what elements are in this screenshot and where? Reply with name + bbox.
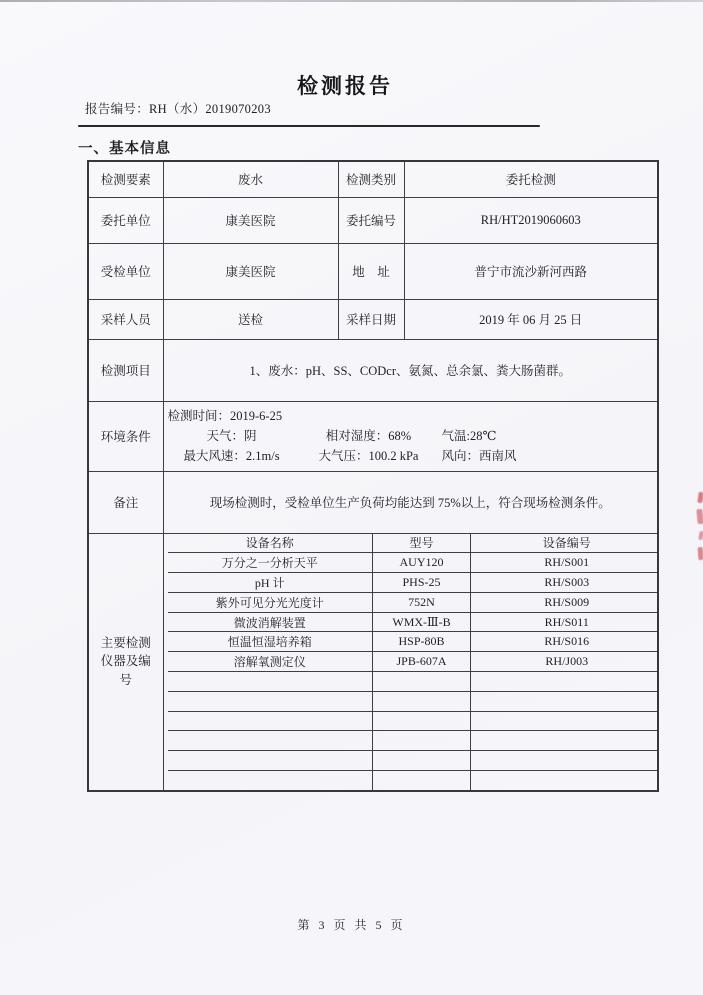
device-name: 溶解氧测定仪 <box>168 652 373 672</box>
col-header-device-name: 设备名称 <box>168 534 373 553</box>
device-name: 万分之一分析天平 <box>168 553 373 573</box>
device-model: 752N <box>373 592 471 612</box>
cell-value-remark: 现场检测时，受检单位生产负荷均能达到 75%以上，符合现场检测条件。 <box>163 471 658 533</box>
env-wind-speed: 最大风速：2.1m/s <box>183 449 280 463</box>
device-model: WMX-Ⅲ-B <box>373 612 471 632</box>
cell-value: 2019 年 06 月 25 日 <box>404 299 658 339</box>
device-code: RH/S001 <box>471 553 659 573</box>
cell-value: 废水 <box>163 161 338 197</box>
device-name: 恒温恒湿培养箱 <box>168 632 373 652</box>
equipment-empty-row <box>168 731 659 751</box>
col-header-device-code: 设备编号 <box>471 534 659 553</box>
seal-stamp-fragment <box>698 531 703 541</box>
cell-label: 检测类别 <box>338 161 404 197</box>
device-code: RH/S009 <box>471 592 659 612</box>
cell-label: 地 址 <box>338 243 404 299</box>
equipment-table <box>168 534 659 790</box>
cell-label: 采样日期 <box>338 299 404 339</box>
device-name: 紫外可见分光光度计 <box>168 592 373 612</box>
cell-label: 备注 <box>88 471 163 533</box>
cell-value: 送检 <box>163 299 338 339</box>
basic-info-table <box>87 160 659 792</box>
env-pressure: 大气压：100.2 kPa <box>318 449 419 463</box>
equipment-empty-row <box>168 771 659 790</box>
seal-stamp-fragment <box>696 509 703 525</box>
cell-label: 委托编号 <box>338 197 404 243</box>
cell-label: 受检单位 <box>88 243 163 299</box>
col-header-model: 型号 <box>373 534 471 553</box>
device-code: RH/S003 <box>471 573 659 593</box>
table-row <box>88 299 658 339</box>
equipment-header-row <box>168 534 659 553</box>
equipment-empty-row <box>168 711 659 731</box>
table-row <box>88 161 658 197</box>
section-heading: 一、基本信息 <box>78 141 171 157</box>
equipment-row <box>168 632 659 652</box>
device-name: pH 计 <box>168 573 373 593</box>
cell-value-environment <box>163 401 658 471</box>
equipment-table-cell <box>163 533 658 791</box>
env-test-time: 检测时间：2019-6-25 <box>167 409 283 423</box>
equipment-row <box>168 573 659 593</box>
cell-value: 康美医院 <box>163 243 338 299</box>
equipment-row <box>168 553 659 573</box>
device-model: AUY120 <box>373 553 471 573</box>
cell-label: 委托单位 <box>88 197 163 243</box>
scan-edge <box>0 0 703 2</box>
footer-page-number: 第 3 页 共 5 页 <box>297 918 406 932</box>
cell-label-instruments: 主要检测仪器及编号 <box>88 533 163 791</box>
table-row <box>88 401 658 471</box>
seal-stamp-fragment <box>697 492 703 504</box>
cell-label: 检测项目 <box>88 339 163 401</box>
cell-value-test-items: 1、废水：pH、SS、CODcr、氨氮、总余氯、粪大肠菌群。 <box>163 339 658 401</box>
cell-value: RH/HT2019060603 <box>404 197 658 243</box>
env-line <box>168 446 654 466</box>
env-wind-direction: 风向：西南风 <box>441 449 517 463</box>
env-line <box>168 426 654 446</box>
device-model: JPB-607A <box>373 652 471 672</box>
cell-value: 康美医院 <box>163 197 338 243</box>
equipment-row <box>168 652 659 672</box>
equipment-row <box>168 592 659 612</box>
device-model: HSP-80B <box>373 632 471 652</box>
table-row <box>88 197 658 243</box>
device-code: RH/S011 <box>471 612 659 632</box>
table-row <box>88 339 658 401</box>
table-row <box>88 243 658 299</box>
cell-label: 采样人员 <box>88 299 163 339</box>
page-title: 检测报告 <box>297 74 393 98</box>
env-line <box>168 406 654 426</box>
equipment-empty-row <box>168 691 659 711</box>
cell-value: 普宁市流沙新河西路 <box>404 243 658 299</box>
cell-label: 环境条件 <box>88 401 163 471</box>
divider-rule <box>78 125 540 127</box>
table-row <box>88 471 658 533</box>
env-weather: 天气：阴 <box>206 429 257 443</box>
device-model: PHS-25 <box>373 573 471 593</box>
equipment-empty-row <box>168 751 659 771</box>
env-temperature: 气温:28℃ <box>441 429 497 443</box>
equipment-row <box>168 612 659 632</box>
env-humidity: 相对湿度：68% <box>325 429 412 443</box>
table-row <box>88 533 658 791</box>
equipment-empty-row <box>168 672 659 692</box>
seal-stamp-fragment <box>698 547 703 560</box>
device-code: RH/S016 <box>471 632 659 652</box>
cell-label: 检测要素 <box>88 161 163 197</box>
device-code: RH/J003 <box>471 652 659 672</box>
device-name: 微波消解装置 <box>168 612 373 632</box>
cell-value: 委托检测 <box>404 161 658 197</box>
report-number: 报告编号：RH（水）2019070203 <box>85 102 271 116</box>
